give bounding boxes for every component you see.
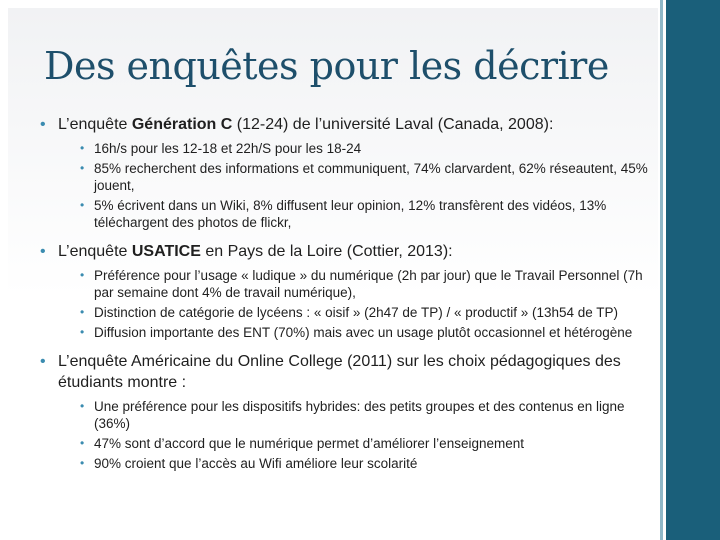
sub-item: • 16h/s pour les 12-18 et 22h/S pour les 18-24: [80, 140, 660, 157]
sub-item: • Diffusion importante des ENT (70%) mais avec un usage plutôt occasionnel et hétérogène: [80, 324, 660, 341]
bullet-text: (12-24) de l’université Laval (Canada, 2008):: [232, 116, 554, 133]
bullet-usatice: [40, 241, 660, 341]
sub-item: • 5% écrivent dans un Wiki, 8% diffusent leur opinion, 12% transfèrent des vidéos, 13% téléchargent des photos de flickr,: [80, 197, 660, 231]
slide-body: [40, 114, 660, 472]
bullet-bold-text: Génération C: [131, 116, 233, 133]
sub-item: • Une préférence pour les dispositifs hybrides: des petits groupes et des contenus en ligne (36%): [80, 398, 660, 432]
bullet-text: L’enquête Américaine du Online College (2011) sur les choix pédagogiques des étudiants montre :: [58, 353, 621, 391]
bullet-text: L’enquête: [58, 243, 132, 260]
sub-list: [58, 267, 660, 341]
bullet-online-college: [40, 351, 660, 472]
bullet-bold-text: USATICE: [131, 243, 201, 260]
sub-list: [58, 140, 660, 231]
accent-line: [660, 0, 663, 540]
sub-list: [58, 398, 660, 472]
sub-item: • Distinction de catégorie de lycéens : « oisif » (2h47 de TP) / « productif » (13h54 de TP): [80, 304, 660, 321]
sub-item: • 85% recherchent des informations et communiquent, 74% clarvardent, 62% réseautent, 45% jouent,: [80, 160, 660, 194]
slide-title: Des enquêtes pour les décrire: [44, 44, 609, 88]
bullet-generation-c: [40, 114, 660, 231]
accent-band: [666, 0, 720, 540]
sub-item: • 90% croient que l’accès au Wifi améliore leur scolarité: [80, 455, 660, 472]
bullet-text: L’enquête: [58, 116, 132, 133]
sub-item: • 47% sont d’accord que le numérique permet d’améliorer l’enseignement: [80, 435, 660, 452]
sub-item: • Préférence pour l’usage « ludique » du numérique (2h par jour) que le Travail Personnel (7h par semaine dont 4% de travail numérique),: [80, 267, 660, 301]
bullet-text: en Pays de la Loire (Cottier, 2013):: [200, 243, 453, 260]
